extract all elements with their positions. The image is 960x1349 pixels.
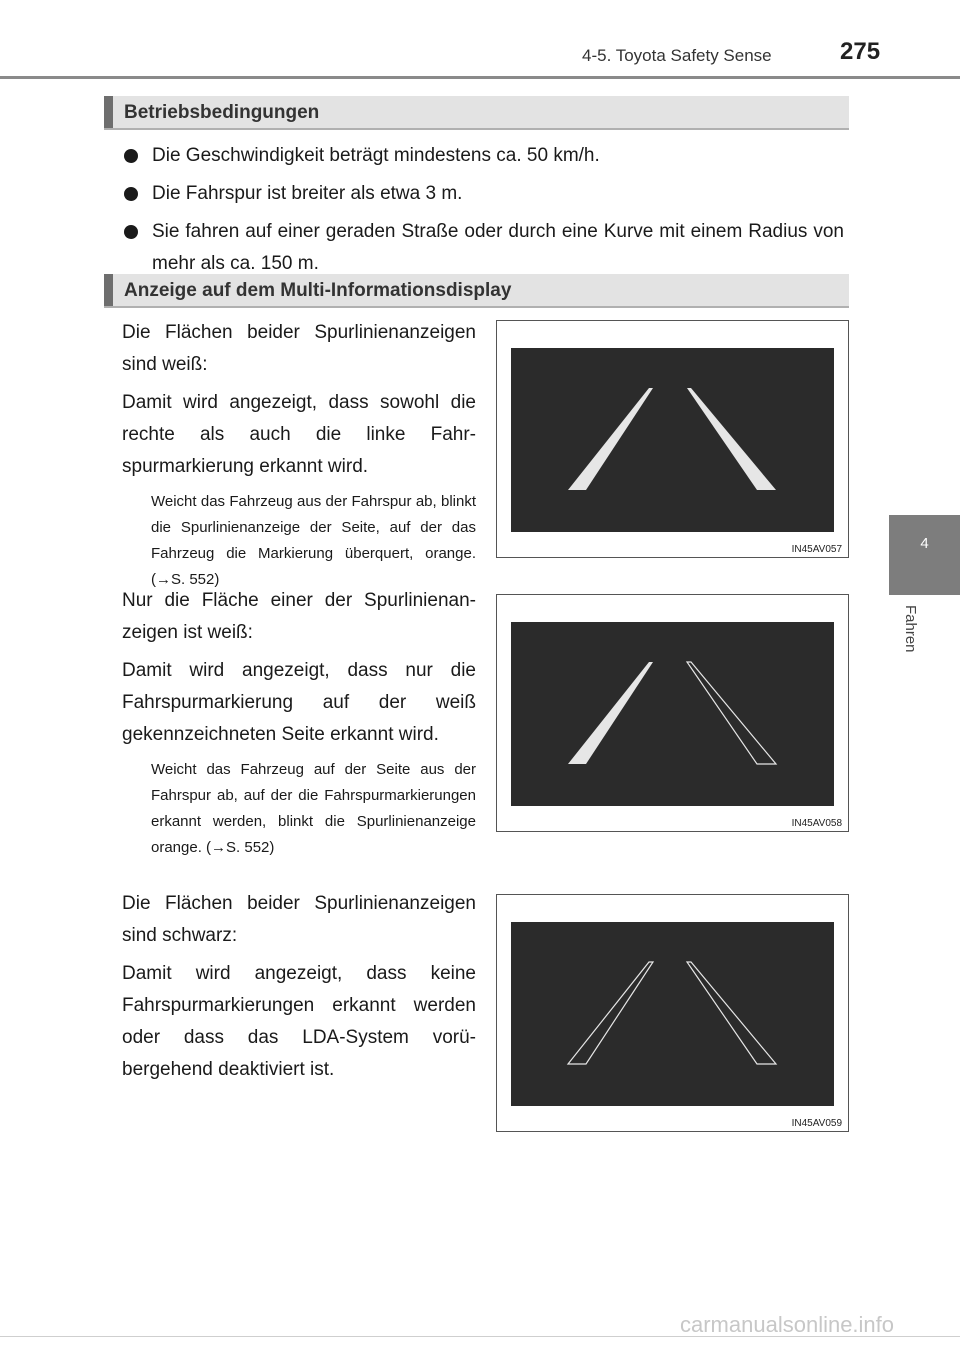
figure-code: IN45AV057: [791, 544, 842, 555]
section-heading-bar: [104, 96, 113, 128]
item-note: Weicht das Fahrzeug aus der Fahrspur ab, blinkt die Spurlinienanzeige der Seite, auf der das Fahrzeug die Markierung überquert, orange. (→S. 552): [151, 493, 476, 588]
bullet-dot-icon: [124, 225, 138, 239]
display-screen: [511, 622, 834, 806]
item-heading: Die Flächen beider Spurlinienanzeigen sind weiß:: [122, 322, 476, 375]
list-item: Die Geschwindigkeit beträgt mindestens ca. 50 km/h.: [122, 140, 844, 172]
item-heading: Nur die Fläche einer der Spurlinienanzeigen ist weiß:: [122, 590, 476, 643]
section-heading-operating-conditions: [104, 96, 849, 130]
item-text: Damit wird angezeigt, dass nur die Fahrspurmarkierung auf der weiß gekennzeichneten Seite erkannt wird.: [122, 660, 476, 745]
left-lane-marker: [568, 662, 653, 764]
chapter-tab[interactable]: [889, 515, 960, 595]
display-item-both-black: [122, 888, 476, 1092]
right-lane-marker: [687, 962, 776, 1064]
figure-code: IN45AV058: [791, 818, 842, 829]
right-lane-marker: [687, 388, 776, 490]
section-heading-bar: [104, 274, 113, 306]
display-item-one-white: [122, 585, 476, 867]
item-note: Weicht das Fahrzeug auf der Seite aus der Fahrspur ab, auf der die Fahrspurmarkierungen erkannt werden, blinkt die Spurlinienanzeige orange. (→S. 552): [151, 761, 476, 856]
item-text: Damit wird angezeigt, dass keine Fahrspurmarkierungen erkannt werden oder dass das LDA-System vorübergehend deaktiviert ist.: [122, 963, 476, 1080]
display-item-both-white: [122, 317, 476, 599]
chapter-label-text: Fahren: [902, 605, 919, 653]
figure-lane-display: [496, 894, 849, 1132]
display-screen: [511, 922, 834, 1106]
figure-code: IN45AV059: [791, 1118, 842, 1129]
section-heading-display: [104, 274, 849, 308]
watermark: carmanualsonline.info: [680, 1312, 895, 1337]
section-heading-text: Betriebsbedingungen: [124, 102, 320, 123]
display-screen: [511, 348, 834, 532]
list-item: Die Fahrspur ist breiter als etwa 3 m.: [122, 178, 844, 210]
left-lane-marker: [568, 962, 653, 1064]
bullet-dot-icon: [124, 149, 138, 163]
right-lane-marker: [687, 662, 776, 764]
item-text: Damit wird angezeigt, dass sowohl die rechte als auch die linke Fahrspurmarkierung erkannt wird.: [122, 392, 476, 477]
left-lane-marker: [568, 388, 653, 490]
page-number: 275: [840, 38, 881, 65]
conditions-list: [122, 140, 844, 280]
running-header-section: 4-5. Toyota Safety Sense: [582, 46, 772, 65]
section-heading-text: Anzeige auf dem Multi-Informationsdisplay: [124, 280, 512, 301]
figure-lane-display: [496, 594, 849, 832]
chapter-label: [891, 605, 931, 675]
item-heading: Die Flächen beider Spurlinienanzeigen sind schwarz:: [122, 893, 476, 946]
figure-lane-display: [496, 320, 849, 558]
bullet-dot-icon: [124, 187, 138, 201]
header-rule: [0, 76, 960, 79]
list-item: Sie fahren auf einer geraden Straße oder durch eine Kurve mit einem Radius von mehr als ca. 150 m.: [122, 216, 844, 280]
chapter-tab-number: 4: [920, 535, 929, 552]
